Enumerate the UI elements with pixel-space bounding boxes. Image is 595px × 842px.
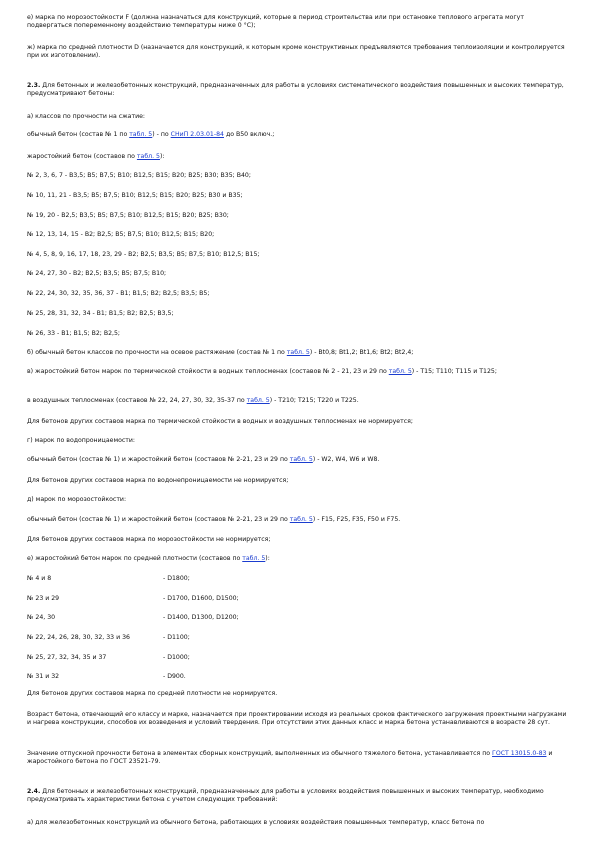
paragraph <box>27 330 568 338</box>
paragraph-text: ж) марка по средней плотности D (назначается для конструкций, к которым кроме конструктивных предъявляются требования теплоизоляции и контролируется при их изготовлении). <box>27 44 565 60</box>
paragraph-text: Для бетонных и железобетонных конструкций, предназначенных для работы в условиях систематического воздействия повышенных и высоких температур, предусматривают бетоны: <box>27 82 564 98</box>
paragraph <box>27 231 568 239</box>
paragraph-text: обычный бетон (состав № 1) и жаростойкий бетон (составов № 2-21, 23 и 29 по <box>27 516 290 523</box>
paragraph <box>27 212 568 220</box>
paragraph-text: № 12, 13, 14, 15 - В2; В2,5; В5; В7,5; В10; В12,5; В15; В20; <box>27 231 215 238</box>
paragraph-text: г) марок по водопроницаемости: <box>27 437 136 444</box>
paragraph-text: Значение отпускной прочности бетона в элементах сборных конструкций, выполненных из обычного тяжелого бетона, устанавливается по <box>27 750 493 757</box>
reference-link[interactable]: табл. 5 <box>242 555 266 562</box>
paragraph-text: в воздушных теплосменах (составов № 22, 24, 27, 30, 32, 35-37 по <box>27 397 247 404</box>
paragraph <box>27 131 568 139</box>
density-row-compositions: № 23 и 29 <box>27 595 60 602</box>
paragraph-text: № 10, 11, 21 - В3,5; В5; В7,5; В10; В12,5; В15; В20; В25; В30 и В35; <box>27 192 243 199</box>
density-row-compositions: № 25, 27, 32, 34, 35 и 37 <box>27 654 107 661</box>
density-row-grades: - D1000; <box>163 654 190 661</box>
paragraph <box>27 153 568 161</box>
paragraph-text: ): <box>159 153 165 160</box>
paragraph-text: № 26, 33 - В1; В1,5; В2; В2,5; <box>27 330 121 337</box>
paragraph-text: ) - W2, W4, W6 и W8. <box>312 456 380 463</box>
reference-link[interactable]: табл. 5 <box>388 368 412 375</box>
paragraph <box>27 437 568 445</box>
density-row-compositions: № 4 и 8 <box>27 575 52 582</box>
density-row-compositions: № 24, 30 <box>27 614 56 621</box>
density-row-grades: - D1800; <box>163 575 190 582</box>
reference-link[interactable]: табл. 5 <box>129 131 153 138</box>
paragraph <box>27 172 568 180</box>
paragraph <box>27 82 568 99</box>
density-row-compositions: № 31 и 32 <box>27 673 60 680</box>
paragraph-text: № 25, 28, 31, 32, 34 - В1; В1,5; В2; В2,5; В3,5; <box>27 310 174 317</box>
paragraph <box>27 290 568 298</box>
paragraph <box>27 270 568 278</box>
paragraph-text: ) - F15, F25, F35, F50 и F75. <box>312 516 401 523</box>
reference-link[interactable]: ГОСТ 13015.0-83 <box>492 750 547 757</box>
paragraph-text: Для бетонов других составов марка по морозостойкости не нормируется; <box>27 536 271 543</box>
paragraph <box>27 418 568 426</box>
paragraph <box>27 113 568 121</box>
section-number: 2.4. <box>27 788 41 795</box>
paragraph-text: № 19, 20 - В2,5; В3,5; В5; В7,5; В10; В12,5; В15; В20; В25; В30; <box>27 212 229 219</box>
paragraph <box>27 555 568 563</box>
paragraph-text: Для бетонных и железобетонных конструкций, предназначенных для работы в условиях воздействия повышенных и высоких температур, необходимо предусматривать характеристики бетона с учетом следующих требований: <box>27 788 544 804</box>
density-row-grades: - D900. <box>163 673 186 680</box>
paragraph <box>27 819 568 827</box>
paragraph <box>27 690 568 698</box>
paragraph-text: а) для железобетонных конструкций из обычного бетона, работающих в условиях воздействия повышенных температур, класс бетона по <box>27 819 485 826</box>
paragraph <box>27 44 568 61</box>
paragraph-text: обычный бетон (состав № 1) и жаростойкий бетон (составов № 2-21, 23 и 29 по <box>27 456 290 463</box>
paragraph-text: ) - Т210; Т215; Т220 и Т225. <box>269 397 359 404</box>
paragraph-text: Для бетонов других составов марка по средней плотности не нормируется. <box>27 690 278 697</box>
paragraph-text: Возраст бетона, отвечающий его классу и марке, назначается при проектировании исходя из реальных сроков фактического загружения проектными нагрузками и нагрева конструкции, способов их возведения и условий твердения. При отсутствии этих данных класс и марка бетона устанавливаются в возрасте 28 сут. <box>27 711 567 727</box>
paragraph-text: № 2, 3, 6, 7 - В3,5; В5; В7,5; В10; В12,5; В15; В20; В25; В30; В35; В40; <box>27 172 251 179</box>
paragraph-text: и жаростойкого бетона по ГОСТ 23521-79. <box>27 750 553 766</box>
paragraph <box>27 516 568 524</box>
paragraph-text: б) обычный бетон классов по прочности на осевое растяжение (состав № 1 по <box>27 349 287 356</box>
density-row-grades: - D1700, D1600, D1500; <box>163 595 239 602</box>
reference-link[interactable]: СНиП 2.03.01-84 <box>170 131 224 138</box>
density-row-grades: - D1400, D1300, D1200; <box>163 614 239 621</box>
density-row-compositions: № 22, 24, 26, 28, 30, 32, 33 и 36 <box>27 634 130 641</box>
paragraph <box>27 750 568 767</box>
paragraph-text: до В50 включ.; <box>223 131 275 138</box>
paragraph <box>27 14 568 31</box>
paragraph-text: Для бетонов других составов марка по водонепроницаемости не нормируется; <box>27 477 289 484</box>
section-number: 2.3. <box>27 82 41 89</box>
paragraph <box>27 251 568 259</box>
reference-link[interactable]: табл. 5 <box>289 516 313 523</box>
paragraph-text: жаростойкий бетон (составов по <box>27 153 137 160</box>
density-row-grades: - D1100; <box>163 634 190 641</box>
paragraph-text: ) - по <box>152 131 171 138</box>
paragraph-text: ) - Т15; Т110; Т115 и Т125; <box>411 368 497 375</box>
paragraph-text: е) жаростойкий бетон марок по средней плотности (составов по <box>27 555 243 562</box>
reference-link[interactable]: табл. 5 <box>289 456 313 463</box>
paragraph-text: ): <box>265 555 270 562</box>
paragraph <box>27 349 568 357</box>
paragraph <box>27 397 568 405</box>
paragraph <box>27 496 568 504</box>
paragraph-text: в) жаростойкий бетон марок по термической стойкости в водных теплосменах (составов № 2 - 21, 23 и 29 по <box>27 368 389 375</box>
paragraph-text: № 22, 24, 30, 32, 35, 36, 37 - В1; В1,5; В2; В2,5; В3,5; В5; <box>27 290 210 297</box>
paragraph <box>27 192 568 200</box>
paragraph-text: е) марка по морозостойкости F (должна назначаться для конструкций, которые в период строительства или при остановке теплового агрегата могут подвергаться попеременному воздействию температуры ниже 0 °С); <box>27 14 524 30</box>
reference-link[interactable]: табл. 5 <box>136 153 160 160</box>
paragraph <box>27 368 568 376</box>
reference-link[interactable]: табл. 5 <box>286 349 310 356</box>
paragraph-text: № 4, 5, 8, 9, 16, 17, 18, 23, 29 - В2; В2,5; В3,5; В5; В7,5; В10; В12,5; В15; <box>27 251 260 258</box>
paragraph-text: а) классов по прочности на сжатие: <box>27 113 145 120</box>
paragraph-text: д) марок по морозостойкости: <box>27 496 127 503</box>
paragraph <box>27 477 568 485</box>
paragraph <box>27 310 568 318</box>
paragraph-text: обычный бетон (состав № 1 по <box>27 131 130 138</box>
paragraph <box>27 456 568 464</box>
paragraph-text: Для бетонов других составов марка по термической стойкости в водных и воздушных теплосменах не нормируется; <box>27 418 413 425</box>
paragraph-text: № 24, 27, 30 - В2; В2,5; В3,5; В5; В7,5; В10; <box>27 270 167 277</box>
paragraph-text: ) - Bt0,8; Bt1,2; Bt1,6; Bt2; Bt2,4; <box>309 349 414 356</box>
paragraph <box>27 536 568 544</box>
paragraph <box>27 711 568 728</box>
reference-link[interactable]: табл. 5 <box>246 397 270 404</box>
paragraph <box>27 788 568 805</box>
